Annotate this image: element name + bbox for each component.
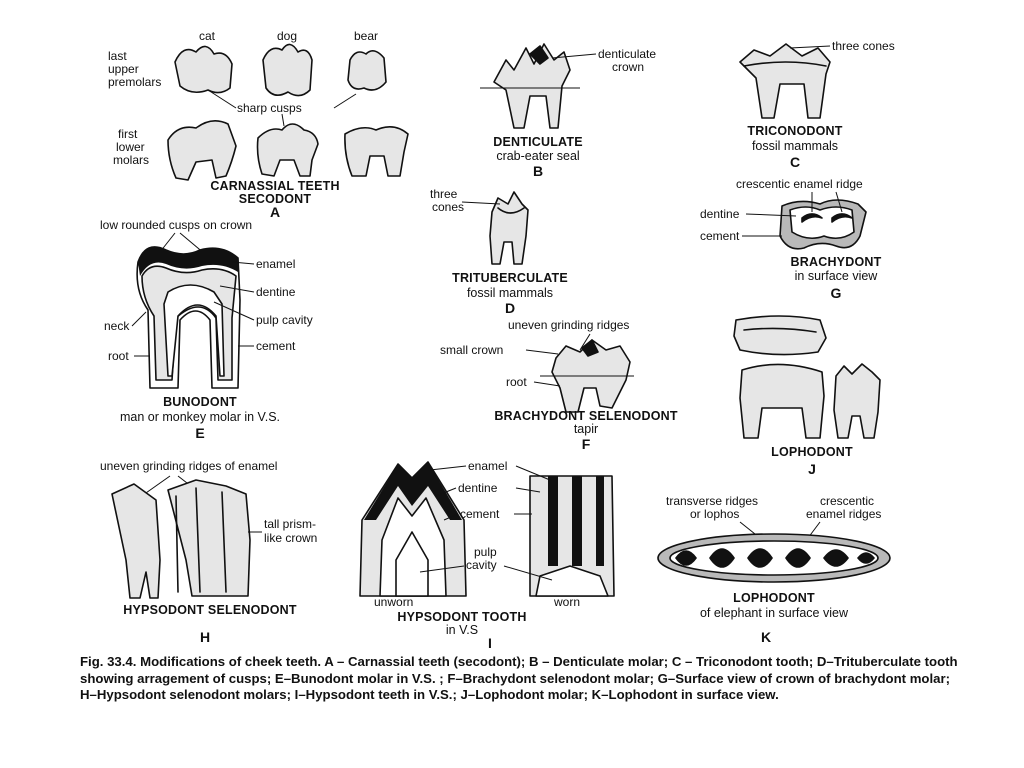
cat-upper-premolar: [175, 46, 232, 92]
panel-c-subtitle: fossil mammals: [751, 139, 839, 153]
leader-three-cones-c: [790, 46, 830, 48]
label-uneven-grinding-ridges: uneven grinding ridges: [508, 318, 630, 332]
label-cones-d: cones: [432, 200, 465, 214]
panel-d-title: TRITUBERCULATE: [452, 271, 568, 285]
label-last: last: [108, 49, 127, 63]
brachydont-surface-inner: [790, 207, 854, 238]
dog-lower-molar: [258, 124, 319, 176]
panel-j-title: LOPHODONT: [771, 445, 853, 459]
leader-sharp-cusps-right: [334, 94, 356, 108]
panel-a-title: CARNASSIAL TEETH: [210, 179, 340, 193]
label-cavity-i: cavity: [466, 558, 497, 572]
panel-d: [430, 187, 568, 316]
panel-h-title: HYPSODONT SELENODONT: [123, 603, 297, 617]
panel-g-subtitle: in surface view: [794, 269, 878, 283]
label-uneven-ridges-enamel: uneven grinding ridges of enamel: [100, 459, 278, 473]
leader-neck: [132, 312, 146, 326]
label-root-f: root: [506, 375, 527, 389]
panel-g-title: BRACHYDONT: [790, 255, 882, 269]
panel-e-title: BUNODONT: [163, 395, 237, 409]
label-enamel-i: enamel: [468, 459, 508, 473]
panel-b-letter: B: [532, 163, 544, 179]
label-cement-e: cement: [256, 339, 296, 353]
figure-number: Fig. 33.4.: [80, 654, 137, 669]
panel-g-letter: G: [830, 285, 842, 301]
label-cement-i: cement: [460, 507, 500, 521]
lophodont-top-view: [734, 316, 826, 355]
label-lower: lower: [116, 140, 145, 154]
lophodont-side-tooth: [740, 364, 824, 438]
panel-c: [740, 39, 895, 170]
panel-a: [108, 29, 408, 220]
lophodont-narrow-tooth: [834, 364, 880, 438]
label-denticulate: denticulate: [598, 47, 657, 61]
label-cat: cat: [198, 29, 216, 43]
figure-caption: [80, 654, 960, 704]
panel-j: [734, 316, 880, 477]
panel-f-letter: F: [581, 436, 591, 452]
label-root: root: [108, 349, 129, 363]
panel-h: [100, 459, 317, 645]
panel-i: [360, 459, 614, 651]
panel-f-title: BRACHYDONT SELENODONT: [494, 409, 678, 423]
label-enamel-e: enamel: [256, 257, 296, 271]
label-crescentic-k: crescentic: [820, 494, 875, 508]
bear-upper-premolar: [348, 51, 386, 90]
label-pulp-cavity-e: pulp cavity: [256, 313, 313, 327]
panel-g: [700, 177, 882, 301]
panel-i-letter: I: [488, 635, 492, 651]
panel-i-title: HYPSODONT TOOTH: [397, 610, 527, 624]
panel-b: [480, 44, 656, 179]
hypsodont-tooth-left: [112, 484, 160, 598]
panel-f: [440, 318, 678, 452]
leader-enamel-i: [430, 466, 466, 470]
panel-k-subtitle: of elephant in surface view: [699, 606, 849, 620]
leader-sharp-cusps-down: [282, 114, 284, 126]
label-unworn: unworn: [374, 595, 414, 609]
panel-b-title: DENTICULATE: [493, 135, 583, 149]
panel-k-title: LOPHODONT: [733, 591, 815, 605]
panel-f-subtitle: tapir: [573, 422, 599, 436]
hypsodont-tooth-right: [168, 480, 250, 596]
panel-a-letter: A: [269, 204, 281, 220]
leader-three-cones-d: [462, 202, 500, 204]
panel-e-letter: E: [195, 425, 205, 441]
label-dentine-e: dentine: [256, 285, 296, 299]
label-tall-prism: tall prism-: [264, 517, 317, 531]
label-low-rounded-cusps: low rounded cusps on crown: [100, 218, 253, 232]
panel-c-letter: C: [789, 154, 801, 170]
label-molars: molars: [113, 153, 150, 167]
label-sharp-cusps: sharp cusps: [237, 101, 302, 115]
panel-e-subtitle: man or monkey molar in V.S.: [119, 410, 281, 424]
panel-b-subtitle: crab-eater seal: [496, 149, 580, 163]
figure-caption-text: Modifications of cheek teeth. A – Carnassial teeth (secodont); B – Denticulate molar; C – Triconodont tooth; D–Trituberculate tooth showing arragement of cusps; E–Bunodont molar in V.S. ; F–Brachydont selenodont molar; G–Surface view of crown of brachydont molar; H–Hypsodont selenodont molars; I–Hypsodont teeth in V.S.; J–Lophodont molar; K–Lophodont in surface view.: [80, 654, 958, 702]
label-like-crown: like crown: [264, 531, 318, 545]
label-small-crown: small crown: [440, 343, 504, 357]
label-cement-g: cement: [700, 229, 740, 243]
leader-root-f: [534, 382, 560, 386]
label-upper: upper: [108, 62, 139, 76]
panel-a-subtitle: SECODONT: [238, 192, 312, 206]
panel-d-subtitle: fossil mammals: [466, 286, 554, 300]
panel-k: [658, 494, 890, 645]
label-enamel-ridges-k: enamel ridges: [806, 507, 882, 521]
label-first: first: [118, 127, 138, 141]
leader-small-crown: [526, 350, 558, 354]
panel-e: [100, 218, 313, 441]
label-three-cones-c: three cones: [832, 39, 895, 53]
label-dog: dog: [276, 29, 298, 43]
panel-i-subtitle: in V.S: [445, 623, 479, 637]
label-worn: worn: [554, 595, 581, 609]
label-three-d: three: [430, 187, 458, 201]
bear-lower-molar: [345, 127, 408, 176]
label-bear: bear: [353, 29, 379, 43]
label-crown: crown: [612, 60, 645, 74]
label-transverse-ridges: transverse ridges: [666, 494, 759, 508]
panel-h-letter: H: [199, 629, 211, 645]
label-dentine-g: dentine: [700, 207, 740, 221]
panel-c-title: TRICONODONT: [747, 124, 843, 138]
cat-lower-molar: [168, 121, 236, 180]
dog-upper-premolar: [263, 44, 312, 95]
trituberculate-tooth: [490, 192, 528, 264]
label-dentine-i: dentine: [458, 481, 498, 495]
panel-j-letter: J: [808, 461, 816, 477]
panel-d-letter: D: [504, 300, 516, 316]
triconodont-tooth: [740, 44, 830, 118]
label-crescentic-enamel-ridge: crescentic enamel ridge: [736, 177, 863, 191]
label-neck: neck: [104, 319, 130, 333]
label-pulp-i: pulp: [474, 545, 497, 559]
label-or-lophos: or lophos: [690, 507, 740, 521]
label-premolars: premolars: [108, 75, 162, 89]
panel-k-letter: K: [760, 629, 772, 645]
